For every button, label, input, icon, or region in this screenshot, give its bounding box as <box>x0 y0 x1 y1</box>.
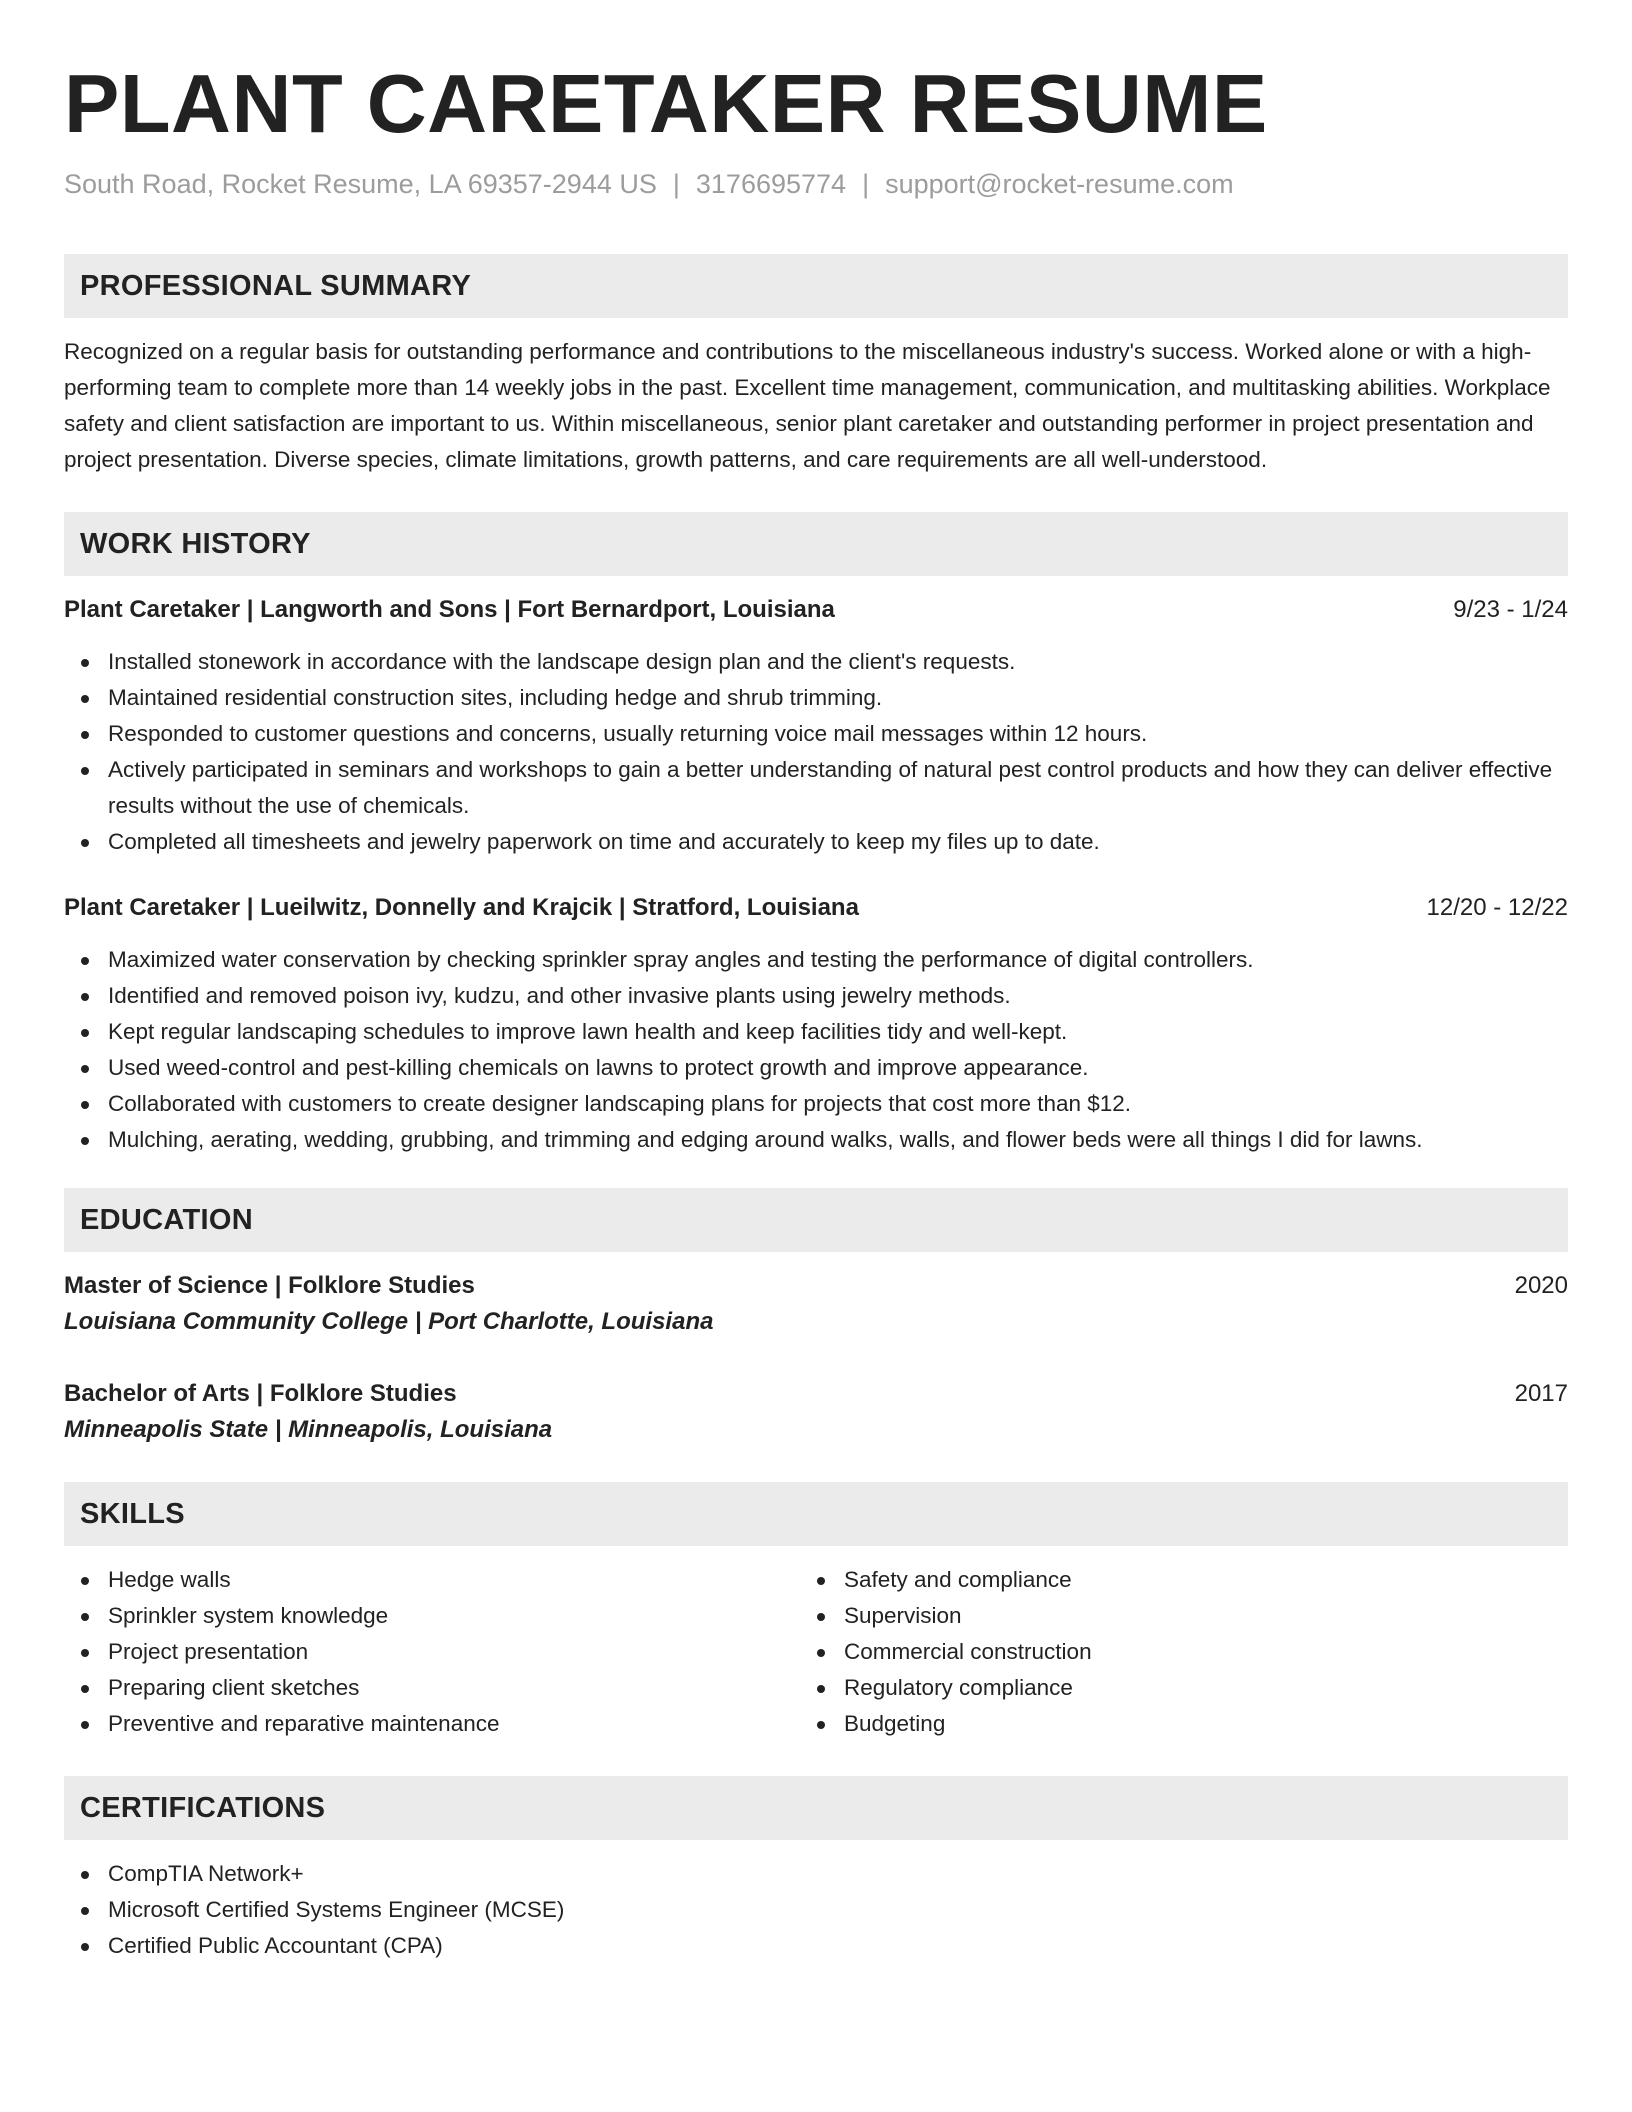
skill-item: Hedge walls <box>64 1562 800 1598</box>
job-bullets <box>64 942 1568 1158</box>
skill-item: Budgeting <box>800 1706 1568 1742</box>
list-item: Collaborated with customers to create designer landscaping plans for projects that cost more than $12. <box>64 1086 1568 1122</box>
list-item: Mulching, aerating, wedding, grubbing, and trimming and edging around walks, walls, and flower beds were all things I did for lawns. <box>64 1122 1568 1158</box>
job-header <box>64 592 1568 628</box>
education-year: 2020 <box>1514 1272 1568 1299</box>
contact-email: support@rocket-resume.com <box>885 169 1234 199</box>
resume-title: PLANT CARETAKER RESUME <box>64 57 1268 150</box>
list-item: Maximized water conservation by checking sprinkler spray angles and testing the performance of digital controllers. <box>64 942 1568 978</box>
contact-line <box>64 166 1568 202</box>
list-item: Maintained residential construction sites, including hedge and shrub trimming. <box>64 680 1568 716</box>
list-item: Kept regular landscaping schedules to improve lawn health and keep facilities tidy and well-kept. <box>64 1014 1568 1050</box>
section-heading-work-history: WORK HISTORY <box>64 512 1568 576</box>
contact-phone: 3176695774 <box>695 169 847 199</box>
summary-paragraph: Recognized on a regular basis for outstanding performance and contributions to the miscellaneous industry's success. Worked alone or with a high-performing team to complete more than 14 weekly jobs in the past. Excellent time management, communication, and multitasking abilities. Workplace safety and client satisfaction are important to us. Within miscellaneous, senior plant caretaker and outstanding performer in project presentation and project presentation. Diverse species, climate limitations, growth patterns, and care requirements are all well-understood. <box>64 339 1551 472</box>
section-heading-summary: PROFESSIONAL SUMMARY <box>64 254 1568 318</box>
job-dates: 12/20 - 12/22 <box>1426 894 1568 921</box>
skill-item: Preventive and reparative maintenance <box>64 1706 800 1742</box>
education-degree: Master of Science | Folklore Studies <box>64 1272 475 1299</box>
section-heading-education: EDUCATION <box>64 1188 1568 1252</box>
list-item: Used weed-control and pest-killing chemicals on lawns to protect growth and improve appearance. <box>64 1050 1568 1086</box>
certification-item: CompTIA Network+ <box>64 1856 1568 1892</box>
certifications-list <box>64 1856 1568 1964</box>
list-item: Identified and removed poison ivy, kudzu, and other invasive plants using jewelry methods. <box>64 978 1568 1014</box>
education-year: 2017 <box>1514 1380 1568 1407</box>
list-item: Installed stonework in accordance with the landscape design plan and the client's requests. <box>64 644 1568 680</box>
skill-item: Commercial construction <box>800 1634 1568 1670</box>
skills-grid <box>64 1562 1568 1742</box>
job-bullets <box>64 644 1568 860</box>
skill-item: Safety and compliance <box>800 1562 1568 1598</box>
skills-column-right <box>800 1562 1568 1742</box>
skill-item: Preparing client sketches <box>64 1670 800 1706</box>
contact-address: South Road, Rocket Resume, LA 69357-2944 US <box>64 169 657 199</box>
skill-item: Supervision <box>800 1598 1568 1634</box>
job-header <box>64 890 1568 926</box>
skills-column-left <box>64 1562 800 1742</box>
section-heading-skills: SKILLS <box>64 1482 1568 1546</box>
contact-separator: | <box>862 169 870 199</box>
list-item: Responded to customer questions and concerns, usually returning voice mail messages within 12 hours. <box>64 716 1568 752</box>
section-heading-certifications: CERTIFICATIONS <box>64 1776 1568 1840</box>
list-item: Actively participated in seminars and workshops to gain a better understanding of natural pest control products and how they can deliver effective results without the use of chemicals. <box>64 752 1568 824</box>
education-header <box>64 1268 1568 1304</box>
education-school: Minneapolis State | Minneapolis, Louisiana <box>64 1416 553 1443</box>
education-school: Louisiana Community College | Port Charlotte, Louisiana <box>64 1308 714 1335</box>
job-title: Plant Caretaker | Lueilwitz, Donnelly and Krajcik | Stratford, Louisiana <box>64 894 859 921</box>
skill-item: Sprinkler system knowledge <box>64 1598 800 1634</box>
job-title: Plant Caretaker | Langworth and Sons | Fort Bernardport, Louisiana <box>64 596 835 623</box>
certification-item: Certified Public Accountant (CPA) <box>64 1928 1568 1964</box>
certification-item: Microsoft Certified Systems Engineer (MCSE) <box>64 1892 1568 1928</box>
education-degree: Bachelor of Arts | Folklore Studies <box>64 1380 457 1407</box>
job-dates: 9/23 - 1/24 <box>1453 596 1568 623</box>
skill-item: Regulatory compliance <box>800 1670 1568 1706</box>
education-header <box>64 1376 1568 1412</box>
skill-item: Project presentation <box>64 1634 800 1670</box>
contact-separator: | <box>672 169 680 199</box>
list-item: Completed all timesheets and jewelry paperwork on time and accurately to keep my files up to date. <box>64 824 1568 860</box>
